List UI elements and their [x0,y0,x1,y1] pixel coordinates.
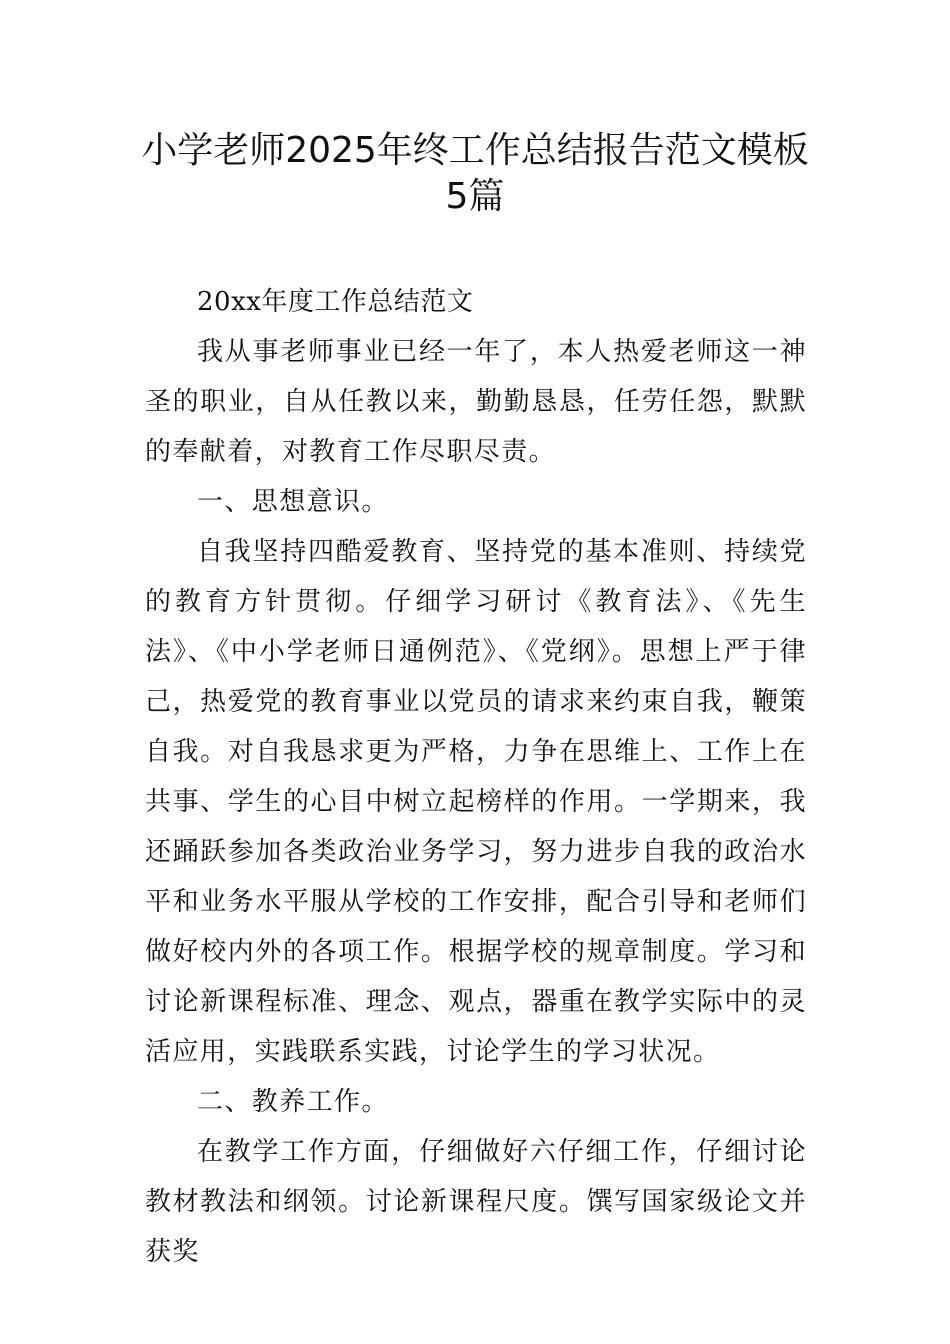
ideology-paragraph: 自我坚持四酷爱教育、坚持党的基本准则、持续党的教育方针贯彻。仔细学习研讨《教育法》、《先生法》、《中小学老师日通例范》、《党纲》。思想上严于律己，热爱党的教育事业以党员的请求来约束自我，鞭策自我。对自我恳求更为严格，力争在思维上、工作上在共事、学生的心目中树立起榜样的作用。一学期来，我还踊跃参加各类政治业务学习，努力进步自我的政治水平和业务水平服从学校的工作安排，配合引导和老师们做好校内外的各项工作。根据学校的规章制度。学习和讨论新课程标准、理念、观点，器重在教学实际中的灵活应用，实践联系实践，讨论学生的学习状况。 [145,537,807,1067]
document-title [100,128,850,220]
title-line-2: 5篇 [445,176,505,217]
heading-teaching: 二、教养工作。 [197,1087,389,1117]
section-subtitle: 20xx年度工作总结范文 [197,287,474,317]
document-body [145,277,807,1277]
intro-paragraph: 我从事老师事业已经一年了，本人热爱老师这一神圣的职业，自从任教以来，勤勤恳恳，任劳任怨，默默的奉献着，对教育工作尽职尽责。 [145,337,807,467]
title-line-1: 小学老师2025年终工作总结报告范文模板 [141,130,809,171]
heading-ideology: 一、思想意识。 [197,487,389,517]
teaching-paragraph: 在教学工作方面，仔细做好六仔细工作，仔细讨论教材教法和纲领。讨论新课程尺度。馔写国家级论文并获奖 [145,1137,807,1267]
